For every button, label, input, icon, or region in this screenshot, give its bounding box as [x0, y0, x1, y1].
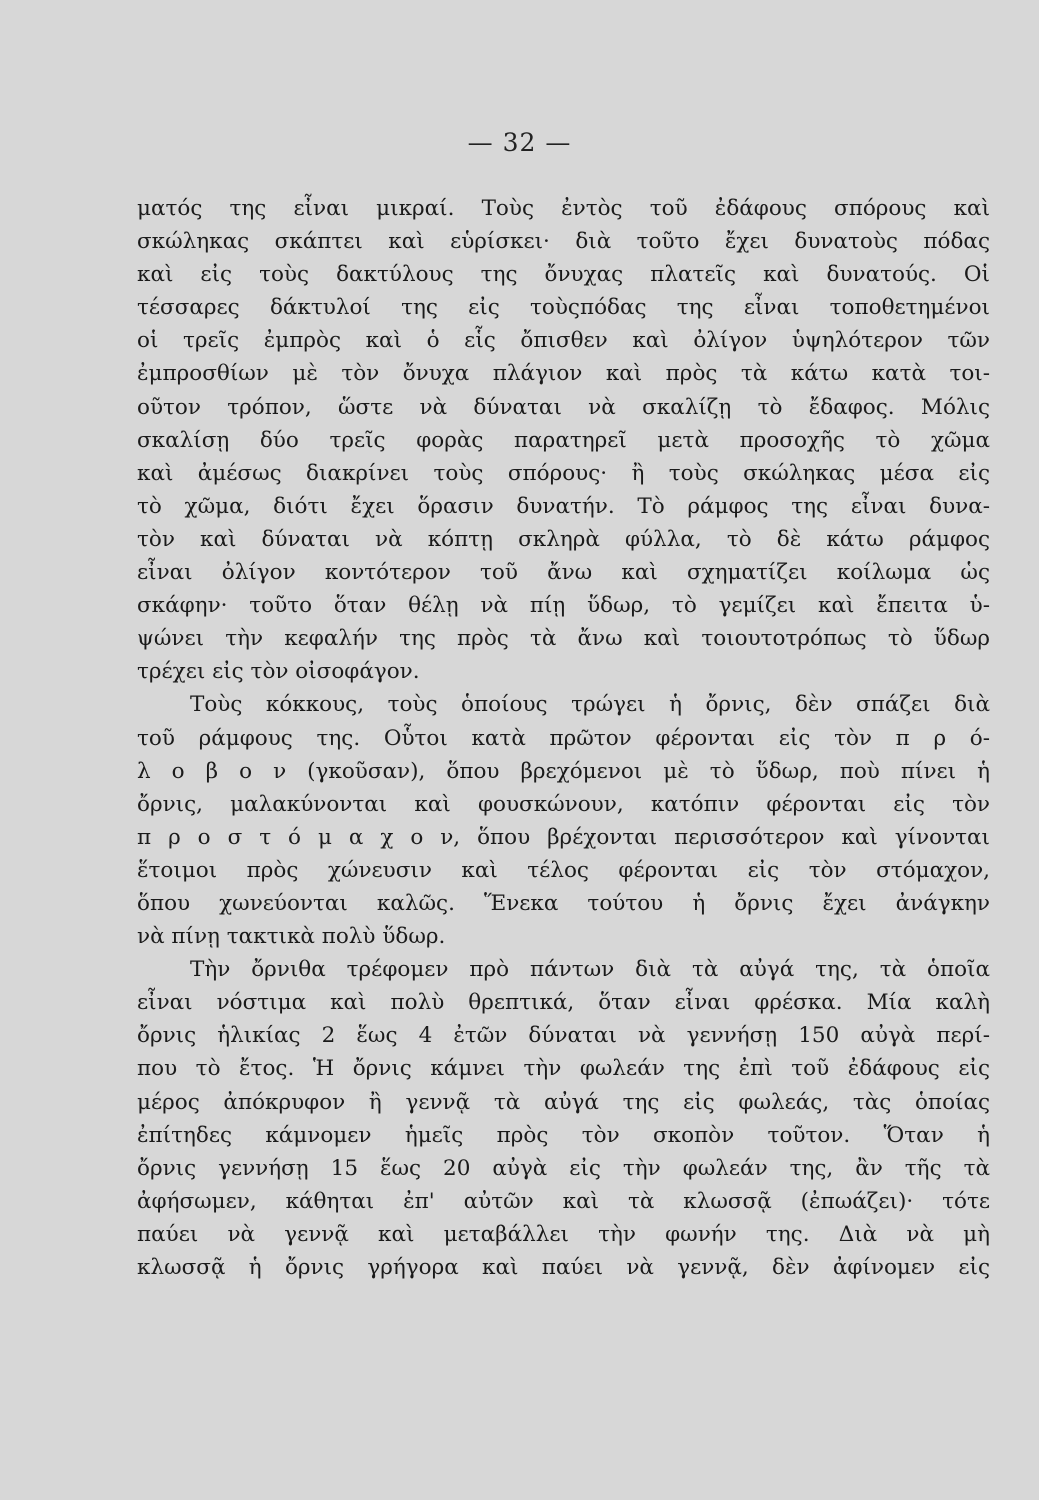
text-line: εἶναι νόστιμα καὶ πολὺ θρεπτικά, ὅταν εἶναι φρέσκα. Μία καλὴ — [137, 990, 990, 1016]
text-line: π ρ ο σ τ ό μ α χ ο ν, ὅπου βρέχονται περισσότερον καὶ γίνονται — [137, 824, 990, 850]
text-line: τρέχει εἰς τὸν οἰσοφάγον. — [137, 659, 420, 685]
text-line: τοῦ ράμφους της. Οὗτοι κατὰ πρῶτον φέρονται εἰς τὸν π ρ ό- — [137, 725, 990, 751]
text-line: καὶ εἰς τοὺς δακτύλους της ὄνυχας πλατεῖς καὶ δυνατούς. Οἱ — [137, 262, 990, 288]
text-line: ἐμπροσθίων μὲ τὸν ὄνυχα πλάγιον καὶ πρὸς τὰ κάτω κατὰ τοι- — [137, 361, 990, 387]
text-line: ψώνει τὴν κεφαλήν της πρὸς τὰ ἄνω καὶ τοιουτοτρόπως τὸ ὕδωρ — [137, 626, 990, 652]
text-line: σκώληκας σκάπτει καὶ εὑρίσκει· διὰ τοῦτο ἔχει δυνατοὺς πόδας — [137, 229, 990, 255]
text-line: ματός της εἶναι μικραί. Τοὺς ἐντὸς τοῦ ἐδάφους σπόρους καὶ — [137, 196, 990, 221]
text-line: ἕτοιμοι πρὸς χώνευσιν καὶ τέλος φέρονται εἰς τὸν στόμαχον, — [137, 857, 990, 883]
text-line: λ ο β ο ν (γκοῦσαν), ὅπου βρεχόμενοι μὲ τὸ ὕδωρ, ποὺ πίνει ἡ — [137, 758, 990, 784]
text-line: ἀφήσωμεν, κάθηται ἐπ' αὐτῶν καὶ τὰ κλωσσᾷ (ἐπωάζει)· τότε — [137, 1188, 990, 1214]
text-line: ἐπίτηδες κάμνομεν ἡμεῖς πρὸς τὸν σκοπὸν τοῦτον. Ὅταν ἡ — [137, 1122, 990, 1148]
body-text — [137, 192, 990, 1284]
text-line: που τὸ ἔτος. Ἡ ὄρνις κάμνει τὴν φωλεάν της ἐπὶ τοῦ ἐδάφους εἰς — [137, 1056, 990, 1082]
text-line: νὰ πίνῃ τακτικὰ πολὺ ὕδωρ. — [137, 924, 446, 950]
text-line: ὄρνις, μαλακύνονται καὶ φουσκώνουν, κατόπιν φέρονται εἰς τὸν — [137, 791, 990, 817]
text-line: Τοὺς κόκκους, τοὺς ὁποίους τρώγει ἡ ὄρνις, δὲν σπάζει διὰ — [190, 692, 990, 718]
text-line: τὸν καὶ δύναται νὰ κόπτῃ σκληρὰ φύλλα, τὸ δὲ κάτω ράμφος — [137, 526, 990, 552]
text-line: οῦτον τρόπον, ὥστε νὰ δύναται νὰ σκαλίζῃ τὸ ἔδαφος. Μόλις — [137, 394, 990, 420]
text-line: παύει νὰ γεννᾷ καὶ μεταβάλλει τὴν φωνήν της. Διὰ νὰ μὴ — [137, 1221, 990, 1247]
text-line: ὅπου χωνεύονται καλῶς. Ἕνεκα τούτου ἡ ὄρνις ἔχει ἀνάγκην — [137, 890, 990, 916]
text-line: κλωσσᾷ ἡ ὄρνις γρήγορα καὶ παύει νὰ γεννᾷ, δὲν ἀφίνομεν εἰς — [137, 1255, 990, 1280]
text-line: ὄρνις ἡλικίας 2 ἕως 4 ἐτῶν δύναται νὰ γεννήσῃ 150 αὐγὰ περί- — [137, 1023, 990, 1049]
text-line: εἶναι ὀλίγον κοντότερον τοῦ ἄνω καὶ σχηματίζει κοίλωμα ὡς — [137, 560, 990, 586]
text-line: τὸ χῶμα, διότι ἔχει ὅρασιν δυνατήν. Τὸ ράμφος της εἶναι δυνα- — [137, 493, 990, 519]
text-line: οἱ τρεῖς ἐμπρὸς καὶ ὁ εἷς ὄπισθεν καὶ ὀλίγον ὑψηλότερον τῶν — [137, 328, 990, 354]
text-line: ὄρνις γεννήσῃ 15 ἕως 20 αὐγὰ εἰς τὴν φωλεάν της, ἂν τῆς τὰ — [137, 1155, 990, 1181]
text-line: σκάφην· τοῦτο ὅταν θέλῃ νὰ πίῃ ὕδωρ, τὸ γεμίζει καὶ ἔπειτα ὑ- — [137, 593, 990, 619]
text-line: Τὴν ὄρνιθα τρέφομεν πρὸ πάντων διὰ τὰ αὐγά της, τὰ ὁποῖα — [190, 957, 990, 983]
text-line: τέσσαρες δάκτυλοί της εἰς τοὺςπόδας της εἶναι τοποθετημένοι — [137, 295, 990, 321]
page-number: — 32 — — [467, 128, 572, 157]
text-line: σκαλίσῃ δύο τρεῖς φορὰς παρατηρεῖ μετὰ προσοχῆς τὸ χῶμα — [137, 427, 990, 453]
text-line: καὶ ἀμέσως διακρίνει τοὺς σπόρους· ἢ τοὺς σκώληκας μέσα εἰς — [137, 460, 990, 486]
text-line: μέρος ἀπόκρυφον ἢ γεννᾷ τὰ αὐγά της εἰς φωλεάς, τὰς ὁποίας — [137, 1089, 990, 1115]
